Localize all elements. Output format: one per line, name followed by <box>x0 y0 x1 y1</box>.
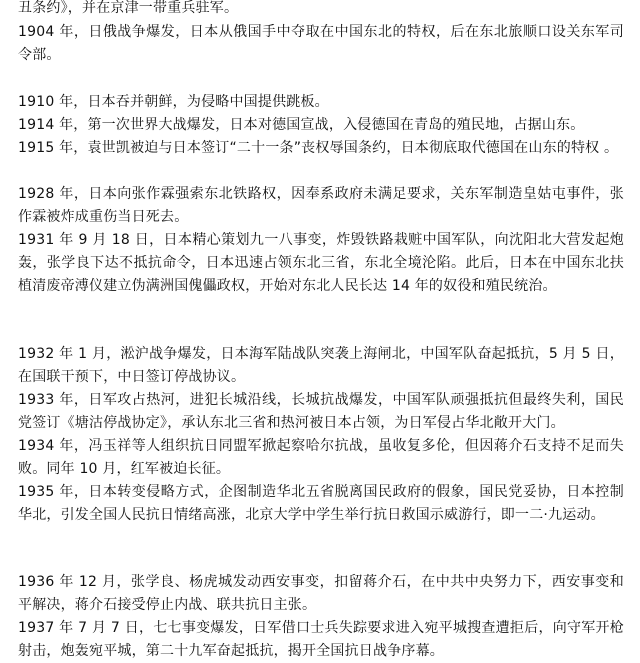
paragraph-1935: 1935 年，日本转变侵略方式，企图制造华北五省脱离国民政府的假象，国民党妥协，日本控制华北，引发全国人民抗日情绪高涨，北京大学中学生举行抗日救国示威游行，即一二·九运动。 <box>18 484 624 523</box>
paragraph-1932: 1932 年 1 月，淞沪战争爆发，日本海军陆战队突袭上海闸北，中国军队奋起抵抗，5 月 5 日，在国联干预下，中日签订停战协议。 <box>18 346 624 385</box>
paragraph-1914: 1914 年，第一次世界大战爆发，日本对德国宣战，入侵德国在青岛的殖民地，占据山东。 <box>18 117 585 133</box>
paragraph-1915: 1915 年，袁世凯被迫与日本签订“二十一条”丧权辱国条约，日本彻底取代德国在山东的特权 。 <box>18 140 619 156</box>
paragraph-1936: 1936 年 12 月，张学良、杨虎城发动西安事变，扣留蒋介石，在中共中央努力下，西安事变和平解决，蒋介石接受停止内战、联共抗日主张。 <box>18 574 624 613</box>
paragraph-1931: 1931 年 9 月 18 日，日本精心策划九一八事变，炸毁铁路栽赃中国军队，向沈阳北大营发起炮轰，张学良下达不抵抗命令，日本迅速占领东北三省，东北全境沦陷。此后，日本在中国东北扶植清废帝溥仪建立伪满洲国傀儡政权，开始对东北人民长达 14 年的奴役和殖民统治。 <box>18 232 624 294</box>
paragraph-1934: 1934 年，冯玉祥等人组织抗日同盟军掀起察哈尔抗战，虽收复多伦，但因蒋介石支持不足而失败。同年 10 月，红军被迫长征。 <box>18 438 624 477</box>
paragraph-1937: 1937 年 7 月 7 日，七七事变爆发，日军借口士兵失踪要求进入宛平城搜查遭拒后，向守军开枪射击，炮轰宛平城，第二十九军奋起抵抗，揭开全国抗日战争序幕。 <box>18 620 624 659</box>
paragraph-treaty-fragment: 丑条约》，并在京津一带重兵驻军。 <box>18 0 239 16</box>
paragraph-1933: 1933 年，日军攻占热河，进犯长城沿线，长城抗战爆发，中国军队顽强抵抗但最终失利，国民党签订《塘沽停战协定》，承认东北三省和热河被日本占领，为日军侵占华北敞开大门。 <box>18 392 624 431</box>
paragraph-1928: 1928 年，日本向张作霖强索东北铁路权，因奉系政府未满足要求，关东军制造皇姑屯事件，张作霖被炸成重伤当日死去。 <box>18 186 624 225</box>
paragraph-1910: 1910 年，日本吞并朝鲜，为侵略中国提供跳板。 <box>18 94 329 110</box>
paragraph-1904: 1904 年，日俄战争爆发，日本从俄国手中夺取在中国东北的特权，后在东北旅顺口设关东军司令部。 <box>18 24 624 63</box>
